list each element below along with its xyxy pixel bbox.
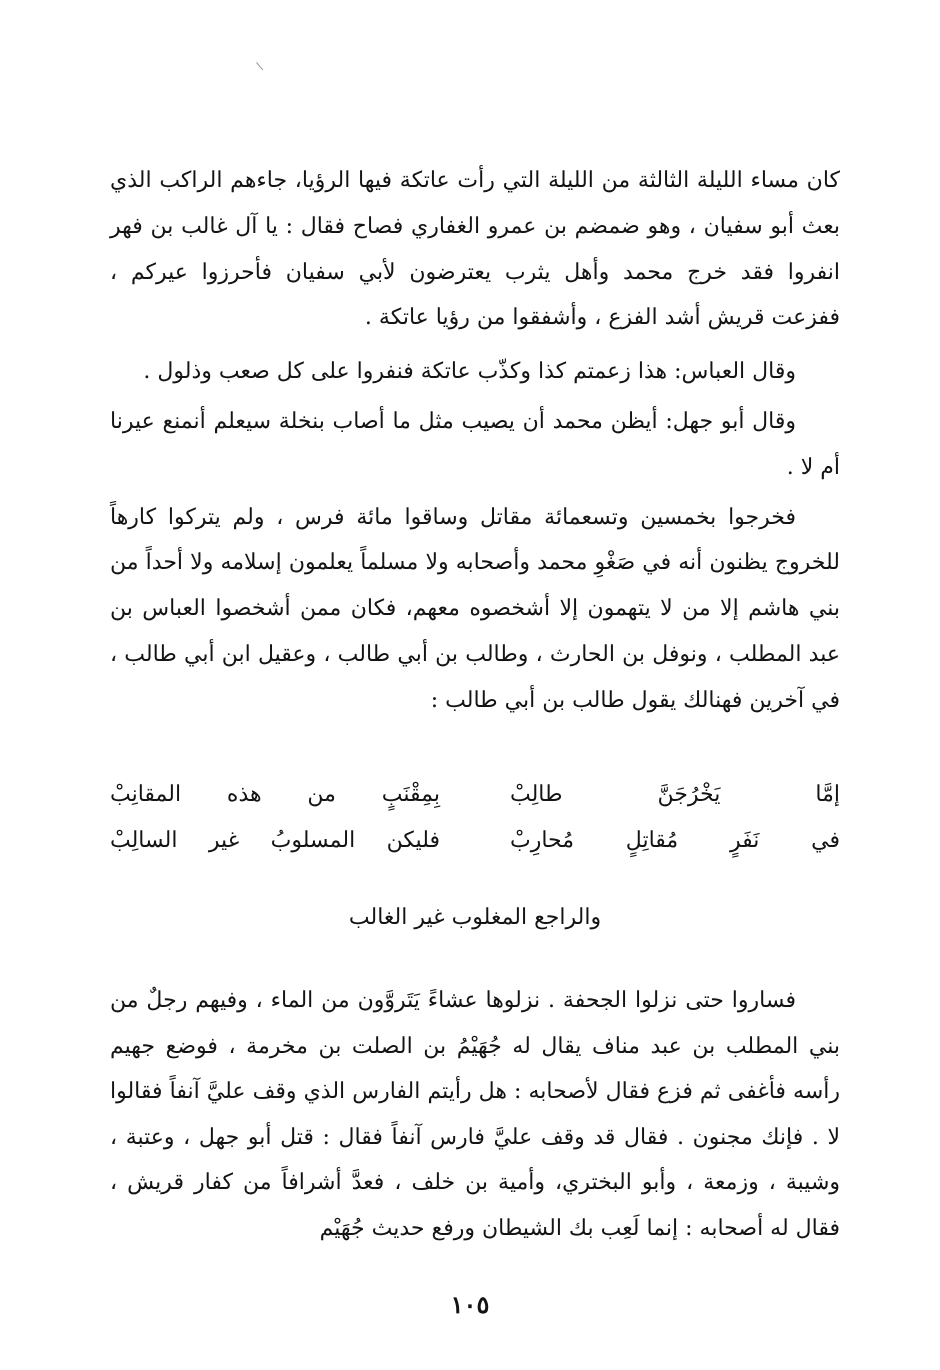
second-text (110, 978, 840, 1251)
paragraph: كان مساء الليلة الثالثة من الليلة التي رأت عاتكة فيها الرؤيا، جاءهم الراكب الذي بعث أبو سفيان ، وهو ضمضم بن عمرو الغفاري فصاح فقال : يا آل غالب بن فهر انفروا فقد خرج محمد وأهل يثرب يعترضون لأبي سفيان فأحرزوا عيركم ، ففزعت قريش أشد الفزع ، وأشفقوا من رؤيا عاتكة . (110, 168, 840, 331)
verse-second-hemistich: بِمِقْنَبٍ من هذه المقانِبْ (110, 782, 440, 807)
paragraph: وقال العباس: هذا زعمتم كذا وكذّب عاتكة فنفروا على كل صعب وذلول . (143, 359, 796, 385)
poem-verse (110, 782, 840, 874)
verse-line (110, 782, 840, 828)
verse-first-hemistich: في نَفَرٍ مُقاتِلٍ مُحارِبْ (510, 828, 840, 853)
main-text (110, 158, 840, 724)
verse-line (110, 828, 840, 874)
verse-second-hemistich: فليكن المسلوبُ غير السالِبْ (110, 828, 440, 853)
verse-first-hemistich: إمَّا يَخْرُجَنَّ طالِبْ (510, 782, 840, 807)
paragraph: وقال أبو جهل: أيظن محمد أن يصيب مثل ما أصاب بنخلة سيعلم أنمنع عيرنا أم لا . (110, 408, 840, 480)
paragraph: فخرجوا بخمسين وتسعمائة مقاتل وساقوا مائة فرس ، ولم يتركوا كارهاً للخروج يظنون أنه في صَغْوِ محمد وأصحابه ولا مسلماً يعلمون إسلامه ولا أحداً من بني هاشم إلا من لا يتهمون إلا أشخصوه معهم، فكان ممن أشخصوا العباس بن عبد المطلب ، ونوفل بن الحارث ، وطالب بن أبي طالب ، وعقيل ابن أبي طالب ، في آخرين فهنالك يقول طالب بن أبي طالب : (110, 504, 841, 713)
section-heading: والراجع المغلوب غير الغالب (348, 905, 602, 930)
paragraph: فساروا حتى نزلوا الجحفة . نزلوها عشاءً يَتَروَّون من الماء ، وفيهم رجلٌ من بني المطلب بن عبد مناف يقال له جُهَيْمُ بن الصلت بن مخرمة ، فوضع جهيم رأسه فأغفى ثم فزع فقال لأصحابه : هل رأيتم الفارس الذي وقف عليَّ آنفاً فقالوا لا . فإنك مجنون . فقال قد وقف عليَّ فارس آنفاً فقال : قتل أبو جهل ، وعتبة ، وشيبة ، وزمعة ، وأبو البختري، وأمية بن خلف ، فعدَّ أشرافاً من كفار قريش ، فقال له أصحابه : إنما لَعِب بك الشيطان ورفع حديث جُهَيْم (110, 988, 840, 1241)
page-number: ١٠٥ (450, 1290, 490, 1319)
stray-mark (256, 56, 271, 71)
